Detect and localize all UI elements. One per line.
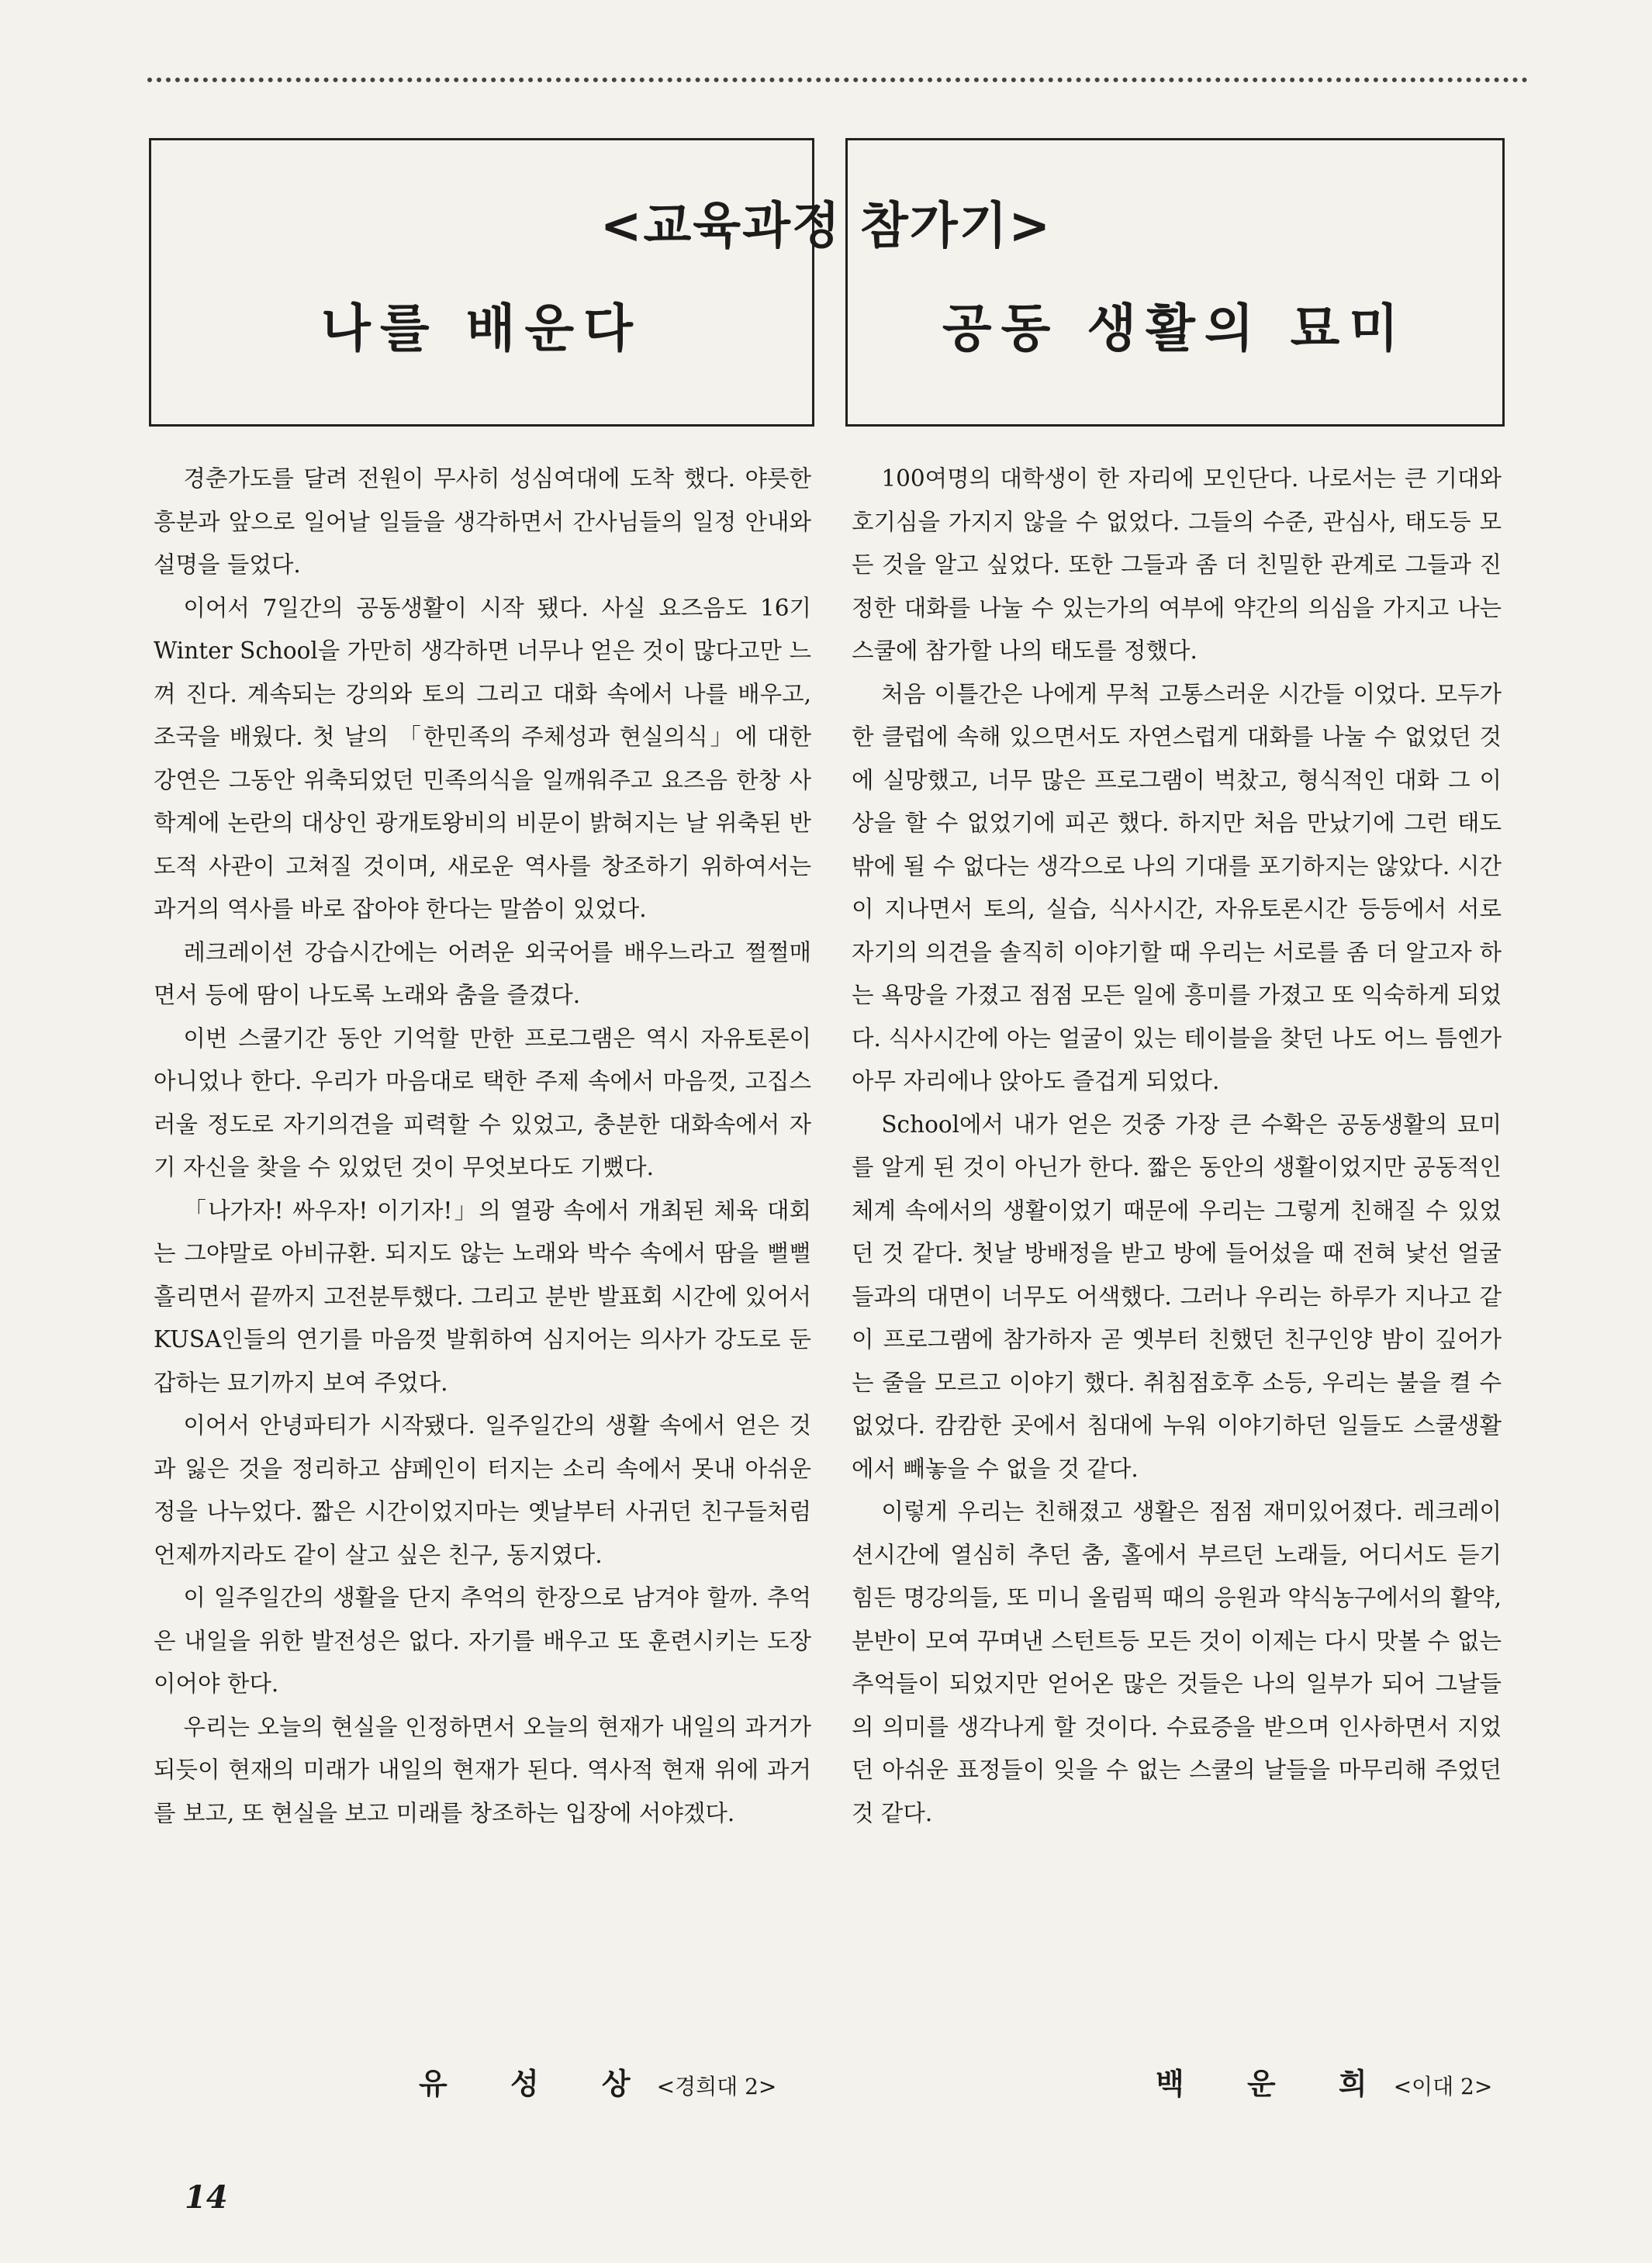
paragraph: 이번 스쿨기간 동안 기억할 만한 프로그램은 역시 자유토론이 아니었나 한다. 우리가 마음대로 택한 주제 속에서 마음껏, 고집스러울 정도로 자기의견을 피력할 수 있었고, 충분한 대화속에서 자기 자신을 찾을 수 있었던 것이 무엇보다도 기뻤다. bbox=[154, 1024, 811, 1180]
top-dotted-rule bbox=[147, 78, 1528, 82]
paragraph: 이렇게 우리는 친해졌고 생활은 점점 재미있어졌다. 레크레이션시간에 열심히 추던 춤, 홀에서 부르던 노래들, 어디서도 듣기 힘든 명강의들, 또 미니 올림픽 때의 응원과 약식농구에서의 활약, 분반이 모여 꾸며낸 스턴트등 모든 것이 이제는 다시 맛볼 수 없는 추억들이 되었지만 얻어온 많은 것들은 나의 일부가 되어 그날들의 의미를 생각나게 할 것이다. 수료증을 받으며 인사하면서 지었던 아쉬운 표정들이 잊을 수 없는 스쿨의 날들을 마무리해 주었던 것 같다. bbox=[852, 1498, 1502, 1826]
paragraph: 경춘가도를 달려 전원이 무사히 성심여대에 도착 했다. 야릇한 흥분과 앞으로 일어날 일들을 생각하면서 간사님들의 일정 안내와 설명을 들었다. bbox=[154, 465, 811, 578]
author-name: 유 성 상 bbox=[419, 2067, 657, 2101]
author-affiliation: <이대 2> bbox=[1393, 2074, 1493, 2099]
article-title-right: 공동 생활의 묘미 bbox=[942, 299, 1408, 358]
paragraph: 레크레이션 강습시간에는 어려운 외국어를 배우느라고 쩔쩔매면서 등에 땀이 나도록 노래와 춤을 즐겼다. bbox=[154, 938, 811, 1008]
author-name: 백 운 희 bbox=[1156, 2067, 1394, 2101]
author-byline-right bbox=[1156, 2060, 1492, 2102]
page-number: 14 bbox=[185, 2179, 228, 2216]
author-affiliation: <경희대 2> bbox=[656, 2074, 777, 2099]
paragraph: 우리는 오늘의 현실을 인정하면서 오늘의 현재가 내일의 과거가 되듯이 현재의 미래가 내일의 현재가 된다. 역사적 현재 위에 과거를 보고, 또 현실을 보고 미래를 창조하는 입장에 서야겠다. bbox=[154, 1713, 811, 1826]
left-title-box bbox=[149, 138, 814, 427]
paragraph: 「나가자! 싸우자! 이기자!」의 열광 속에서 개최된 체육 대회는 그야말로 아비규환. 되지도 않는 노래와 박수 속에서 땀을 뻘뻘 흘리면서 끝까지 고전분투했다. 그리고 분반 발표회 시간에 있어서 KUSA인들의 연기를 마음껏 발휘하여 심지어는 의사가 강도로 둔갑하는 묘기까지 보여 주었다. bbox=[154, 1197, 811, 1396]
section-title: <교육과정 참가기> bbox=[600, 198, 1052, 255]
article-body-left bbox=[154, 458, 811, 2094]
article-title-left: 나를 배운다 bbox=[321, 299, 642, 358]
article-body-right bbox=[852, 458, 1502, 2094]
paragraph: School에서 내가 얻은 것중 가장 큰 수확은 공동생활의 묘미를 알게 된 것이 아닌가 한다. 짧은 동안의 생활이었지만 공동적인 체계 속에서의 생활이었기 때문에 우리는 그렇게 친해질 수 있었던 것 같다. 첫날 방배정을 받고 방에 들어섰을 때 전혀 낯선 얼굴들과의 대면이 너무도 어색했다. 그러나 우리는 하루가 지나고 같이 프로그램에 참가하자 곧 옛부터 친했던 친구인양 밤이 깊어가는 줄을 모르고 이야기 했다. 취침점호후 소등, 우리는 불을 켤 수 없었다. 캄캄한 곳에서 침대에 누워 이야기하던 일들도 스쿨생활에서 빼놓을 수 없을 것 같다. bbox=[852, 1111, 1502, 1482]
right-title-box bbox=[845, 138, 1505, 427]
paragraph: 이어서 안녕파티가 시작됐다. 일주일간의 생활 속에서 얻은 것과 잃은 것을 정리하고 샴페인이 터지는 소리 속에서 못내 아쉬운 정을 나누었다. 짧은 시간이었지마는 옛날부터 사귀던 친구들처럼 언제까지라도 같이 살고 싶은 친구, 동지였다. bbox=[154, 1412, 811, 1568]
paragraph: 처음 이틀간은 나에게 무척 고통스러운 시간들 이었다. 모두가 한 클럽에 속해 있으면서도 자연스럽게 대화를 나눌 수 없었던 것에 실망했고, 너무 많은 프로그램이 벅찼고, 형식적인 대화 그 이상을 할 수 없었기에 피곤 했다. 하지만 처음 만났기에 그런 태도 밖에 될 수 없다는 생각으로 나의 기대를 포기하지는 않았다. 시간이 지나면서 토의, 실습, 식사시간, 자유토론시간 등등에서 서로 자기의 의견을 솔직히 이야기할 때 우리는 서로를 좀 더 알고자 하는 욕망을 가졌고 점점 모든 일에 흥미를 가졌고 또 익숙하게 되었다. 식사시간에 아는 얼굴이 있는 테이블을 찾던 나도 어느 틈엔가 아무 자리에나 앉아도 즐겁게 되었다. bbox=[852, 680, 1502, 1094]
author-byline-left bbox=[419, 2060, 776, 2102]
paragraph: 이 일주일간의 생활을 단지 추억의 한장으로 남겨야 할까. 추억은 내일을 위한 발전성은 없다. 자기를 배우고 또 훈련시키는 도장이어야 한다. bbox=[154, 1584, 811, 1697]
paragraph: 100여명의 대학생이 한 자리에 모인단다. 나로서는 큰 기대와 호기심을 가지지 않을 수 없었다. 그들의 수준, 관심사, 태도등 모든 것을 알고 싶었다. 또한 그들과 좀 더 친밀한 관계로 그들과 진정한 대화를 나눌 수 있는가의 여부에 약간의 의심을 가지고 나는 스쿨에 참가할 나의 태도를 정했다. bbox=[852, 465, 1502, 664]
paragraph: 이어서 7일간의 공동생활이 시작 됐다. 사실 요즈음도 16기 Winter School을 가만히 생각하면 너무나 얻은 것이 많다고만 느껴 진다. 계속되는 강의와 토의 그리고 대화 속에서 나를 배우고, 조국을 배웠다. 첫 날의 「한민족의 주체성과 현실의식」에 대한 강연은 그동안 위축되었던 민족의식을 일깨워주고 요즈음 한창 사학계에 논란의 대상인 광개토왕비의 비문이 밝혀지는 날 위축된 반도적 사관이 고쳐질 것이며, 새로운 역사를 창조하기 위하여서는 과거의 역사를 바로 잡아야 한다는 말씀이 있었다. bbox=[154, 594, 811, 922]
